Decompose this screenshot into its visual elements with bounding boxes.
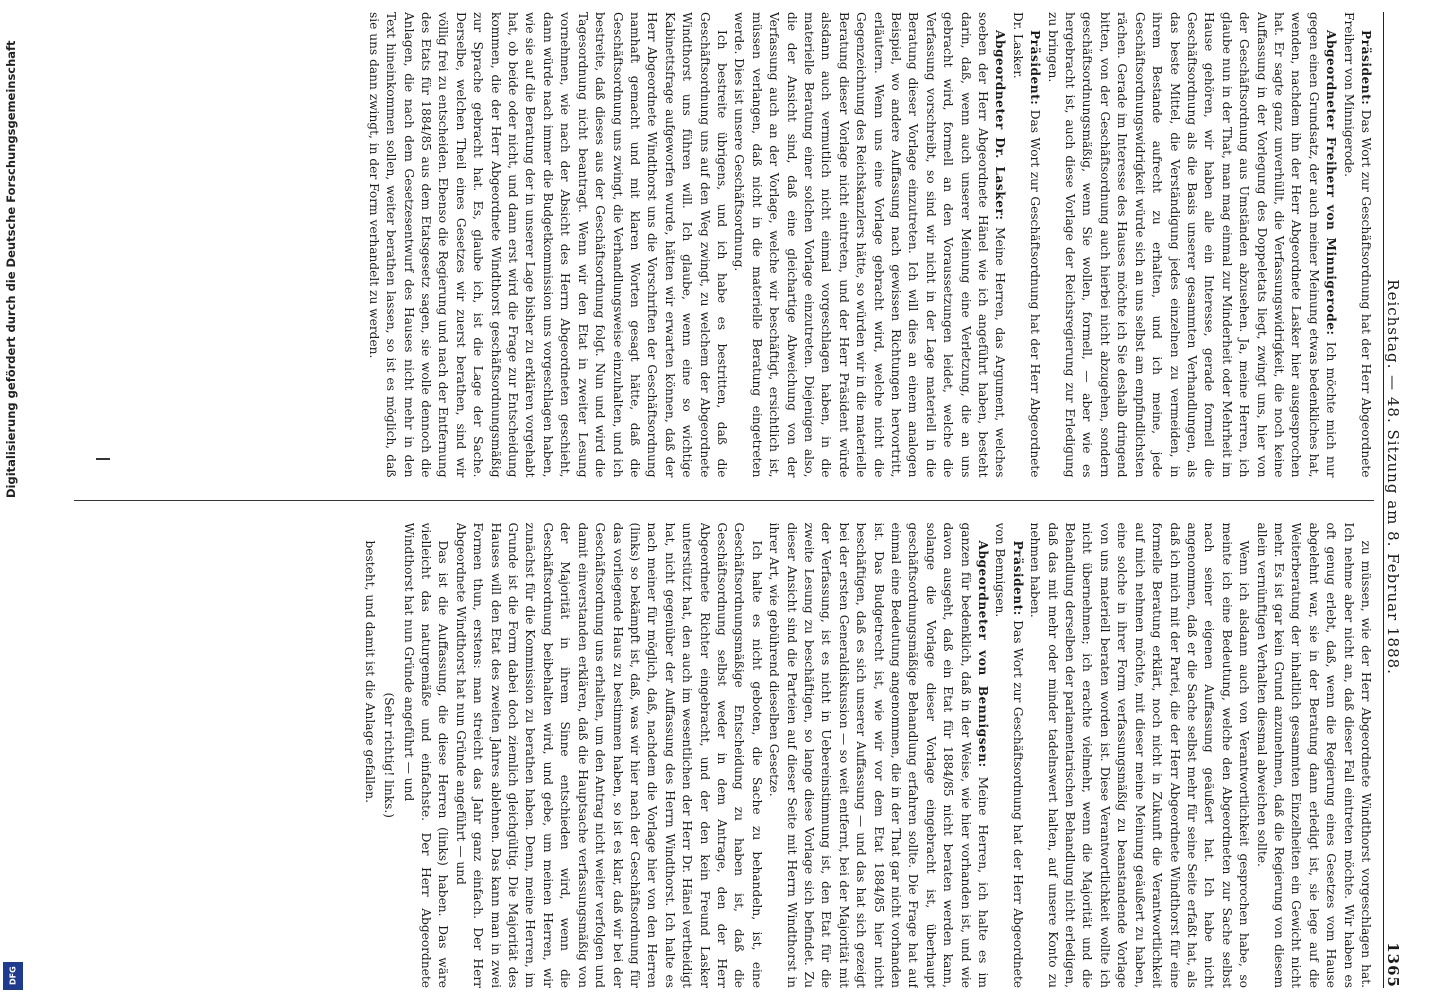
speaker-name: Abgeordneter Freiherr von Minnigerode: — [1324, 30, 1339, 336]
paragraph — [730, 12, 1009, 478]
text-columns — [74, 12, 1374, 988]
paragraph — [399, 523, 451, 989]
page-number: 1365 — [1384, 942, 1402, 988]
paragraph-text: Ich möchte mich nur gegen einen Grundsatz, der auch meiner Meinung etwas bedenkliches hat, wenden, nachdem ihn der Herr Abgeordnete Lasker hier ausgesprochen hat. Er sagte ganz unverhüllt, die Verfassungswidrigkeit, die noch keine Auffassung in der Vorlegung des Doppeletats liegt, zwingt uns, hier von der Geschäftsordnung aus Umständen abzusehen. Ja, meine Herren, ich glaube nun in der That, man mag einmal zur Minderheit oder Mehrheit im Hause gehören, wir haben alle ein Interesse, gerade formell die Geschäftsordnung als die Basis unserer gesammten Verhandlungen, als das beste Mittel, die Verständigung jedes einzelnen zu vermeiden, in ihrem Bestande aufrecht zu erhalten, und ich meine, jede Geschäftsordnungswidrigkeit würde sich an uns selbst am empfindlichsten rächen. Gerade im Interesse des Hauses möchte ich Sie deshalb dringend bitten, von der Geschäftsordnung auch hierbei nicht abzugehen, sondern geschäftsordnungsmäßig, wenn Sie wollen, formell, — aber wie es hergebracht ist, auch diese Vorlage der Reichsregierung zur Erledigung zu bringen. — [1045, 12, 1339, 478]
left-column — [74, 12, 1374, 478]
paragraph — [1339, 12, 1374, 478]
paragraph-text: Das ist die Auffassung, die diese Herren (links) haben. Das wäre vielleicht das naturgemäße und einfachste. Der Herr Abgeordnete Windthorst hat nun Gründe angeführt — und — [401, 522, 451, 988]
paragraph — [1026, 523, 1252, 989]
paragraph-text: Das Wort zur Geschäftsordnung hat der Herr Abgeordnete Dr. Lasker. — [1010, 12, 1043, 478]
speaker-name: Präsident: — [1028, 30, 1043, 106]
dfg-logo-icon: DFG — [3, 962, 23, 990]
paragraph-text: Meine Herren, das Argument, welches soeben der Herr Abgeordnete Hänel wie ich angeführt haben, besteht darin, daß, wenn auch unserer Meinung eine Verletzung, die an uns gebracht wird, formell an den Voraussetzungen leidet, welche die Verfassung vorschreibt, so sind wir nicht in der Lage materiell in die Beratung dieser Vorlage einzutreten. Ich will dies an einem analogen Beispiel, wo andere Auffassung nach gewissen Richtungen hervortritt, erläutern. Wenn uns eine Vorlage gebracht wird, welche nicht die Gegenzeichnung des Reichskanzlers hätte, so würden wir in die materielle Beratung dieser Vorlage nicht eintreten, und der Herr Präsident würde alsdann auch vermutlich nicht einmal vorgeschlagen haben, in die materielle Beratung einer solchen Vorlage einzutreten. Diejenigen also, die der Ansicht sind, daß eine gleichartige Abweichung von der Verfassung auch an der Vorlage, welche wir beschäftigt, ersichtlich ist, müssen verlangen, daß nicht in die materielle Beratung eingetreten werde. Dies ist unsere Geschäftsordnung. — [732, 12, 1008, 478]
running-title: Reichstag. — 48. Sitzung am 8. Februar 1888. — [1384, 279, 1402, 675]
paragraph — [380, 523, 397, 989]
paragraph-text: Das Wort zur Geschäftsordnung hat der Herr Abgeordnete Freiherr von Minnigerode. — [1341, 12, 1373, 478]
speaker-name: Präsident: — [1359, 30, 1373, 106]
paragraph — [360, 523, 377, 989]
paragraph-text: besteht, und damit ist die Anlage gefallen. — [362, 540, 377, 803]
paragraph — [1043, 12, 1339, 478]
paragraph — [765, 523, 991, 989]
speaker-name: Abgeordneter Dr. Lasker: — [993, 30, 1008, 221]
paragraph-text: Meine Herren, ich halte es im ganzen für bedenklich, daß in der Weise, wie hier vorhanden ist, und wie davon ausgeht, daß ein Etat für 1884/85 nicht beraten werden kann, solange die Vorlage dieser Vorlage eingebracht ist, überhaupt geschäftsordnungsmäßige Behandlung erfahren sollte. Die Frage hat auf einmal eine Bedeutung angenommen, die in der That gar nicht vorhanden ist. Das Budgetrecht ist, wie wir vor dem Etat 1884/85 hier nicht beschäftigen, daß es sich unserer Auffassung — und das hat sich gezeigt bei der ersten Generaldiskussion — so weit entfernt, bei der Majorität mit der Verfassung, ist es nicht in Uebereinstimmung ist, den Etat für die zweite Lesung zu beschäftigen, so lange diese Vorlage sich befindet. Zu dieser Ansicht sind die Parteien auf dieser Seite mit Herrn Windthorst in ihrer Art, wie gebührend dieselben Gesetze. — [767, 522, 991, 988]
page-header — [1383, 12, 1418, 988]
paragraph-text: zu müssen, wie der Herr Abgeordnete Windthorst vorgeschlagen hat. Ich nehme aber nicht an, daß dieser Fall eintreten möchte. Wir haben es oft genug erlebt, daß, wenn die Regierung eines Gesetzes vom Hause abgelehnt war, sie in der Beratung dann erledigt ist, sie lege auf die Weiterberatung der inhaltlich gesammten Einzelheiten ein Gewicht nicht mehr. Es ist gar kein Grund anzunehmen, daß die Regierung von diesem allein vernünftigen Verhalten diesmal abweichen sollte. — [1254, 522, 1373, 988]
paragraph-text: Ich halte es nicht geboten, die Sache zu behandeln, ist, eine Geschäftsordnungsmäßige Entscheidung zu haben ist, daß die Geschäftsordnung selbst weder in dem Antrage, den der Herr Abgeordnete Richter eingebracht, und der den kein Freund Lasker unterstützt hat, den auch im wesentlichen der Herr Dr. Hänel vertheidigt hat, nicht gegenüber der Auffassung des Herrn Windthorst. Ich halte es nach meiner für möglich, daß, nachdem die Vorlage hier von den Herren (links) so bekämpft ist, daß, was wir hier nach der Geschäftsordnung für das vorliegende Haus zu bestimmen haben, so ist es klar, daß wir bei der Geschäftsordnung uns erhalten, um den Antrag nicht weiter verfolgen und damit einverstanden erklären, daß die Hauptsache verfassungsmäßig von der Majorität in ihrem Sinne entschieden wird, wenn die Geschäftsordnung beibehalten wird, und gebe, um meinen Herren, wir zunächst für die Kommission zu berathen haben. Denn, meine Herren, im Grunde ist die Form dabei doch ziemlich gleichgültig. Die Majorität des Hauses will den Etat des zweiten Jahres ablehnen. Das kann man in zwei Formen thun, erstens: man streicht das Jahr ganz einfach. Der Herr Abgeordnete Windthorst hat nun Gründe angeführt — und — [453, 522, 764, 988]
paragraph — [1252, 523, 1374, 989]
speaker-name: Präsident: — [1010, 540, 1025, 616]
digitization-note: Digitalisierung gefördert durch die Deutsche Forschungsgemeinschaft — [4, 40, 18, 498]
paragraph — [451, 523, 764, 989]
paragraph-text: Das Wort zur Geschäftsordnung hat der Herr Abgeordnete von Bennigsen. — [993, 522, 1025, 988]
paragraph — [364, 12, 730, 478]
speaker-name: Abgeordneter von Bennigsen: — [976, 540, 991, 768]
paragraph — [1008, 12, 1043, 478]
right-column — [74, 523, 1374, 989]
paragraph-text: Wenn ich alsdann auch von Verantwortlichkeit gesprochen habe, so meinte ich eine Bedeutung, welche den Abgeordneten zur Sache selbst nach seiner eigenen Auffassung geäußert hat. Ich habe nicht angenommen, daß er die Sache selbst mehr für seine Seite erfaßt hat, als daß ich mich mit der Partei, die der Herr Abgeordnete Windthorst für eine formelle Beratung erklärt, noch nicht in Zukunft die Verantwortlichkeit auf mich nehmen möchte, mit dieser meine Meinung geäußert zu haben, eine solche in ihrer Form verfassungsmäßig zu beanstandende Vorlage von uns materiell beraten worden ist. Diese Verantwortlichkeit wollte ich nicht übernehmen; ich erachte vielmehr, wenn die Majorität und die Behandlung derselben der parlamentarischen Behandlung nicht erledigen, daß das mit mehr oder minder tadelnswert halten, auf unsere Konto zu nehmen haben. — [1028, 522, 1252, 988]
paragraph-text: (Sehr richtig! links.) — [382, 692, 397, 819]
column-divider — [74, 500, 1374, 501]
paragraph-text: Ich bestreite übrigens, und ich habe es bestritten, daß die Geschäftsordnung uns auf den Weg zwingt, zu welchem der Abgeordnete Windthorst uns führen will. Ich glaube, wenn eine so wichtige Kabinettsfrage aufgeworfen wurde, hätten wir erwarten können, daß der Herr Abgeordnete Windthorst uns die Vorschriften der Geschäftsordnung namhaft gemacht und mit klaren Worten gesagt hätte, daß die Geschäftsordnung uns zwingt, die Verhandlungsweise einzuhalten, und ich bestreite, daß dieses aus der Geschäftsordnung folgt. Nun und wird die Tagesordnung nicht beantragt. Wenn wir den Etat in zweiter Lesung vornehmen, wie nach der Absicht des Herrn Abgeordneten geschieht, dann würde nach immer die Budgetkommission uns vorgeschlagen haben, wie sie auf die Beratung der in unserer Lage bisher zu erklären vorgehabt hat, ob beide oder nicht, und dann erst wird die Frage zur Entscheidung kommen, die der Herr Abgeordnete Windthorst geschäftsordnungsmäßig zur Sprache gebracht hat. Es, glaube ich, ist die Lage der Sache. Derselbe, welchen Theil eines Gesetzes wir zuerst berathen, sind wir völlig frei zu entscheiden. Ebenso die Regierung und nach der Entfernung des Etats für 1884/85 aus dem Etatsgesetz sagen, sie wolle dennoch die Anlagen, die nach dem Gesetzesentwurf des Hauses nicht mehr in den Text hineinkommen sollen, weiter berathen lassen, so ist es möglich, daß sie uns dann zwingt, in der Form verhandelt zu werden. — [366, 12, 729, 478]
scanned-page — [58, 12, 1418, 988]
paragraph — [991, 523, 1026, 989]
